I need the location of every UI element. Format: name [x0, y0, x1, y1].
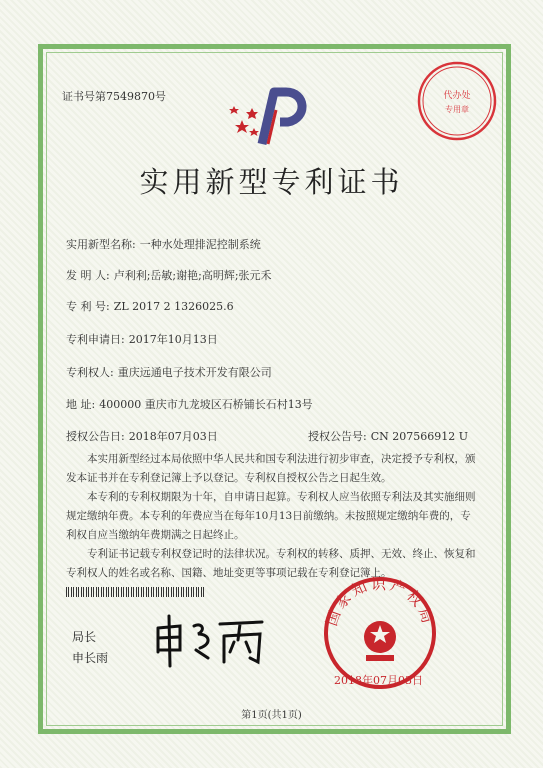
- model-name-label: 实用新型名称:: [66, 238, 136, 251]
- application-date-row: [66, 331, 218, 347]
- application-date-label: 专利申请日:: [66, 333, 125, 346]
- barcode: [66, 587, 206, 597]
- patent-number-row: [66, 298, 234, 314]
- patent-number-value: ZL 2017 2 1326025.6: [113, 300, 234, 313]
- cnipa-logo-icon: [228, 86, 316, 148]
- grant-number-value: CN 207566912 U: [370, 430, 469, 443]
- certificate-body: [66, 450, 476, 583]
- grant-date-value: 2018年07月03日: [128, 430, 218, 443]
- address-label: 地 址:: [66, 398, 96, 411]
- patentee-value: 重庆远通电子技术开发有限公司: [117, 366, 272, 379]
- page-number: 第1页(共1页): [241, 710, 302, 721]
- svg-text:国家知识产权局: 国家知识产权局: [322, 575, 438, 629]
- handwritten-signature: [150, 600, 270, 670]
- grant-number-label: 授权公告号:: [308, 430, 367, 443]
- patentee-label: 专利权人:: [66, 366, 114, 379]
- certificate-title: 实用新型专利证书: [139, 165, 404, 199]
- body-paragraph-3: 专利证书记载专利权登记时的法律状况。专利权的转移、质押、无效、终止、恢复和专利权人的姓名或名称、国籍、地址变更等事项记载在专利登记簿上。: [66, 548, 476, 579]
- svg-text:代办处: 代办处: [443, 91, 471, 101]
- signatory-name: 申长雨: [72, 651, 109, 665]
- inventor-row: [66, 267, 272, 283]
- signatory-title: 局长: [72, 630, 97, 644]
- model-name-value: 一种水处理排泥控制系统: [139, 238, 261, 251]
- svg-text:专用章: 专用章: [445, 105, 469, 114]
- certificate-number: 证书号第7549870号: [62, 90, 166, 103]
- application-date-value: 2017年10月13日: [128, 333, 218, 346]
- grant-date-row: [66, 428, 218, 444]
- inventor-label: 发 明 人:: [66, 269, 110, 282]
- patentee-row: [66, 364, 272, 380]
- body-paragraph-2: 本专利的专利权期限为十年，自申请日起算。专利权人应当依照专利法及其实施细则规定缴纳年费。本专利的年费应当在每年10月13日前缴纳。未按照规定缴纳年费的，专利权自应当缴纳年费期满之日起终止。: [66, 491, 476, 541]
- address-row: [66, 396, 313, 412]
- inventor-value: 卢利利;岳敏;谢艳;高明辉;张元禾: [113, 269, 272, 282]
- body-paragraph-1: 本实用新型经过本局依照中华人民共和国专利法进行初步审查，决定授予专利权，颁发本证书并在专利登记簿上予以登记。专利权自授权公告之日起生效。: [66, 453, 476, 484]
- grant-number-row: [308, 428, 468, 444]
- address-value: 400000 重庆市九龙坡区石桥铺长石村13号: [99, 398, 313, 411]
- seal-date: 2018年07月03日: [334, 674, 423, 687]
- patent-number-label: 专 利 号:: [66, 300, 110, 313]
- model-name-row: [66, 236, 261, 252]
- agency-seal-icon: [414, 58, 500, 144]
- grant-date-label: 授权公告日:: [66, 430, 125, 443]
